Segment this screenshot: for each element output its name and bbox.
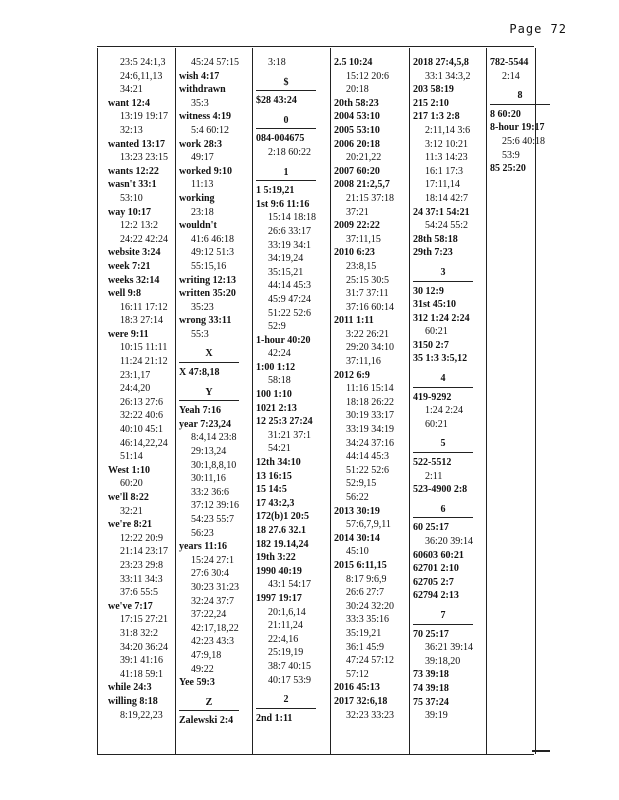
index-term: 75 37:24 [413,696,449,708]
index-reference: 5:4 60:12 [191,124,230,136]
index-reference: 29:13,24 [191,446,227,458]
index-reference: 41:6 46:18 [191,233,235,245]
index-reference: 2:14 [502,70,520,82]
index-term: 8-hour 19:17 [490,122,545,134]
index-reference: 30:24 32:20 [346,600,395,612]
index-reference: 29:20 34:10 [346,342,395,354]
index-reference: 58:18 [268,375,291,387]
index-term: $28 43:24 [256,95,297,107]
index-reference: 3:12 10:21 [425,138,469,150]
section-letter: 4 [413,372,473,388]
index-term: 70 25:17 [413,628,449,640]
index-reference: 34:19,24 [268,253,304,265]
index-reference: 23:23 29:8 [120,559,164,571]
index-term: 8 60:20 [490,108,521,120]
index-reference: 1:24 2:24 [425,405,464,417]
index-term: 2017 32:6,18 [334,695,388,707]
index-term: Zalewski 2:4 [179,715,234,727]
index-term: 203 58:19 [413,84,454,96]
index-reference: 40:17 53:9 [268,674,312,686]
index-reference: 49:17 [191,152,214,164]
section-letter: X [179,347,239,363]
index-reference: 60:21 [425,418,448,430]
index-reference: 31:21 37:1 [268,429,312,441]
index-column-2 [179,56,239,728]
index-term: we're 8:21 [108,519,152,531]
index-term: 62701 2:10 [413,563,459,575]
index-reference: 39:1 41:16 [120,655,164,667]
index-term: Yee 59:3 [179,677,215,689]
page-number: Page 72 [509,22,567,36]
index-reference: 32:13 [120,124,143,136]
index-term: 2013 30:19 [334,505,380,517]
index-reference: 16:1 17:3 [425,165,464,177]
bottom-rule [97,754,534,755]
index-reference: 23:18 [191,206,214,218]
index-term: well 9:8 [108,288,142,300]
index-reference: 52:9 [268,321,286,333]
index-reference: 39:19 [425,710,448,722]
index-reference: 37:11,15 [346,233,381,245]
index-reference: 56:22 [346,492,369,503]
index-reference: 34:24 37:16 [346,437,395,449]
index-term: 73 39:18 [413,669,449,681]
index-term: 1st 9:6 11:16 [256,198,310,210]
index-term: 12 25:3 27:24 [256,416,313,428]
index-reference: 34:20 36:24 [120,641,169,653]
index-reference: 12:22 20:9 [120,532,164,544]
index-reference: 3:18 [268,57,286,68]
index-reference: 15:24 27:1 [191,554,235,566]
index-column-6 [490,56,550,176]
index-column-1 [108,56,168,722]
index-reference: 35:15,21 [268,266,304,278]
index-term: wish 4:17 [179,70,220,82]
index-reference: 15:12 20:6 [346,70,390,82]
index-reference: 30:19 33:17 [346,410,395,422]
index-reference: 8:4,14 23:8 [191,432,237,444]
index-term: way 10:17 [108,206,152,218]
index-reference: 18:18 26:22 [346,396,395,408]
index-reference: 32:24 37:7 [191,595,235,607]
index-reference: 22:4,16 [268,633,299,645]
index-term: 312 1:24 2:24 [413,312,470,324]
index-reference: 51:22 52:6 [268,307,312,319]
index-term: work 28:3 [179,138,223,150]
index-reference: 51:14 [120,451,143,463]
index-reference: 2:11,14 3:6 [425,124,471,136]
index-reference: 27:6 30:4 [191,568,230,580]
corner-mark [532,750,550,752]
index-reference: 34:21 [120,84,143,96]
index-reference: 31:7 37:11 [346,288,389,300]
index-reference: 42:23 43:3 [191,636,235,648]
index-reference: 20:21,22 [346,152,382,164]
index-term: 523-4900 2:8 [413,484,468,496]
index-reference: 38:7 40:15 [268,660,312,672]
index-term: 62705 2:7 [413,576,454,588]
index-term: 782-5544 [490,57,529,68]
index-term: 2nd 1:11 [256,712,293,724]
index-term: 19th 3:22 [256,552,296,564]
word-index-table [97,48,546,754]
index-reference: 47:24 57:12 [346,655,395,667]
index-term: wasn't 33:1 [108,179,157,191]
index-reference: 30:1,8,8,10 [191,459,237,471]
index-reference: 32:21 [120,505,143,517]
index-reference: 30:11,16 [191,473,226,485]
index-column-5 [413,56,473,723]
index-reference: 43:1 54:17 [268,579,312,591]
index-term: 1990 40:19 [256,565,302,577]
index-reference: 55:3 [191,328,209,340]
index-reference: 53:9 [502,149,520,161]
index-term: 100 1:10 [256,389,292,401]
index-term: website 3:24 [108,247,161,259]
index-term: 35 1:3 3:5,12 [413,353,468,365]
index-reference: 55:15,16 [191,260,227,272]
index-reference: 24:6,11,13 [120,70,163,82]
index-term: 084-004675 [256,133,305,145]
index-reference: 32:23 33:23 [346,709,395,721]
index-term: working [179,192,215,204]
index-reference: 8:19,22,23 [120,709,163,721]
index-term: 62794 2:13 [413,590,459,602]
section-letter: 1 [256,166,316,182]
section-letter: 7 [413,609,473,625]
index-term: 30 12:9 [413,285,444,297]
index-reference: 42:17,18,22 [191,622,239,634]
index-term: 215 2:10 [413,97,449,109]
index-reference: 20:1,6,14 [268,606,306,618]
index-term: 2016 45:13 [334,682,380,694]
index-term: 17 43:2,3 [256,497,295,509]
index-reference: 25:19,19 [268,647,304,659]
index-term: 74 39:18 [413,682,449,694]
index-reference: 33:3 35:16 [346,614,390,626]
index-term: we'll 8:22 [108,492,149,503]
section-letter: $ [256,76,316,92]
index-term: 1 5:19,21 [256,185,295,197]
index-term: witness 4:19 [179,111,231,123]
index-term: year 7:23,24 [179,418,232,430]
index-term: week 7:21 [108,260,151,272]
index-term: 2006 20:18 [334,138,380,150]
index-reference: 42:24 [268,348,291,360]
section-letter: 5 [413,437,473,453]
index-reference: 37:22,24 [191,609,227,621]
index-term: while 24:3 [108,682,152,694]
index-reference: 2:18 60:22 [268,146,312,158]
index-term: 13 16:15 [256,470,292,482]
index-reference: 11:13 [191,179,214,191]
index-term: 31st 45:10 [413,299,457,311]
index-term: 1-hour 40:20 [256,334,311,346]
index-term: 2008 21:2,5,7 [334,179,390,191]
index-term: wants 12:22 [108,165,159,177]
index-reference: 54:21 [268,443,291,455]
index-reference: 23:1,17 [120,369,151,381]
index-reference: 49:12 51:3 [191,247,235,259]
index-reference: 8:17 9:6,9 [346,573,387,585]
index-reference: 36:1 45:9 [346,641,385,653]
index-term: 182 19.14,24 [256,538,309,550]
index-term: 2010 6:23 [334,247,375,259]
index-reference: 10:15 11:11 [120,342,168,354]
index-reference: 17:11,14 [425,179,460,191]
section-letter: Z [179,696,239,712]
index-term: we've 7:17 [108,600,153,612]
index-reference: 37:21 [346,206,369,218]
index-reference: 2:11 [425,470,443,482]
index-term: willing 8:18 [108,695,158,707]
section-letter: 0 [256,114,316,130]
index-term: 2012 6:9 [334,369,370,381]
index-reference: 18:3 27:14 [120,315,164,327]
index-reference: 35:19,21 [346,627,382,639]
index-term: 2004 53:10 [334,111,380,123]
index-term: 60603 60:21 [413,549,464,561]
index-reference: 51:22 52:6 [346,464,390,476]
column-divider [409,48,410,754]
index-term: wanted 13:17 [108,138,165,150]
index-reference: 33:1 34:3,2 [425,70,471,82]
index-reference: 15:14 18:18 [268,212,317,224]
index-reference: 44:14 45:3 [346,451,390,463]
index-term: 1:00 1:12 [256,361,296,373]
index-reference: 56:23 [191,527,214,539]
index-reference: 17:15 27:21 [120,614,169,626]
index-reference: 45:24 57:15 [191,57,240,68]
index-term: 29th 7:23 [413,247,453,259]
index-term: weeks 32:14 [108,274,160,286]
index-term: 217 1:3 2:8 [413,111,460,123]
index-term: West 1:10 [108,464,150,476]
index-reference: 25:6 40:18 [502,135,546,147]
index-reference: 35:23 [191,301,214,313]
index-reference: 54:23 55:7 [191,514,235,525]
index-term: want 12:4 [108,97,150,109]
index-reference: 33:19 34:1 [268,239,312,251]
index-reference: 33:2 36:6 [191,486,230,498]
index-reference: 21:15 37:18 [346,192,395,204]
index-term: 1997 19:17 [256,592,302,604]
index-term: written 35:20 [179,288,236,300]
index-term: 2018 27:4,5,8 [413,57,469,68]
index-term: 419-9292 [413,391,452,403]
index-term: withdrawn [179,84,226,96]
index-reference: 41:18 59:1 [120,668,164,680]
index-reference: 35:3 [191,97,209,109]
index-reference: 60:21 [425,326,448,338]
index-reference: 54:24 55:2 [425,220,469,232]
index-reference: 30:23 31:23 [191,581,240,593]
index-term: 522-5512 [413,457,452,469]
index-term: 2015 6:11,15 [334,559,387,571]
index-reference: 53:10 [120,192,143,204]
top-rule [97,46,534,47]
index-reference: 45:10 [346,546,369,558]
index-column-3 [256,56,316,725]
index-term: 2014 30:14 [334,532,380,544]
index-reference: 16:11 17:12 [120,301,168,313]
index-term: 12th 34:10 [256,457,301,469]
index-reference: 37:16 60:14 [346,301,395,313]
index-reference: 3:22 26:21 [346,328,390,340]
index-term: 60 25:17 [413,522,449,534]
index-column-4 [334,56,394,722]
index-reference: 11:24 21:12 [120,356,168,368]
index-reference: 26:13 27:6 [120,396,164,408]
index-reference: 21:11,24 [268,620,303,632]
index-reference: 26:6 33:17 [268,225,312,237]
section-letter: 3 [413,266,473,282]
index-reference: 26:6 27:7 [346,587,385,599]
index-reference: 57:6,7,9,11 [346,519,391,531]
section-letter: 2 [256,693,316,709]
index-term: 2009 22:22 [334,220,380,232]
index-term: 2.5 10:24 [334,57,373,68]
index-term: 20th 58:23 [334,97,379,109]
column-divider [252,48,253,754]
index-reference: 49:22 [191,663,214,675]
index-reference: 45:9 47:24 [268,293,312,305]
index-reference: 25:15 30:5 [346,274,390,286]
index-reference: 24:4,20 [120,383,151,395]
index-term: wouldn't [179,220,217,232]
column-divider [330,48,331,754]
index-term: X 47:8,18 [179,367,220,379]
column-divider [486,48,487,754]
index-term: worked 9:10 [179,165,233,177]
index-reference: 32:22 40:6 [120,410,164,422]
index-reference: 24:22 42:24 [120,233,169,245]
index-term: 28th 58:18 [413,233,458,245]
index-reference: 37:11,16 [346,356,381,368]
index-term: Yeah 7:16 [179,405,221,417]
column-divider [175,48,176,754]
index-reference: 40:10 45:1 [120,424,164,436]
index-reference: 57:12 [346,668,369,680]
index-reference: 33:19 34:19 [346,424,395,436]
index-term: 172(b)1 20:5 [256,511,310,523]
section-letter: 8 [490,89,550,105]
index-reference: 39:18,20 [425,655,461,667]
index-term: years 11:16 [179,541,228,553]
index-reference: 23:8,15 [346,260,377,272]
index-reference: 36:21 39:14 [425,642,474,654]
index-reference: 31:8 32:2 [120,627,159,639]
index-term: 18 27.6 32.1 [256,525,306,536]
index-reference: 36:20 39:14 [425,536,474,547]
index-reference: 37:12 39:16 [191,500,240,512]
index-term: were 9:11 [108,328,149,340]
index-reference: 13:23 23:15 [120,152,169,164]
index-reference: 20:18 [346,84,369,96]
index-term: 2007 60:20 [334,165,380,177]
index-reference: 52:9,15 [346,478,377,490]
section-letter: 6 [413,503,473,519]
index-reference: 12:2 13:2 [120,220,159,232]
index-reference: 21:14 23:17 [120,546,169,558]
index-reference: 13:19 19:17 [120,111,169,123]
index-reference: 47:9,18 [191,649,222,661]
index-reference: 33:11 34:3 [120,573,163,585]
index-reference: 46:14,22,24 [120,437,168,449]
index-term: 85 25:20 [490,163,526,175]
index-term: writing 12:13 [179,274,236,286]
index-reference: 60:20 [120,478,143,490]
index-reference: 23:5 24:1,3 [120,57,166,68]
index-term: 2011 1:11 [334,315,374,327]
index-term: 2005 53:10 [334,124,380,136]
index-term: 15 14:5 [256,484,287,496]
index-reference: 11:3 14:23 [425,152,468,164]
index-term: 1021 2:13 [256,402,297,414]
section-letter: Y [179,386,239,402]
index-reference: 37:6 55:5 [120,587,159,599]
index-reference: 11:16 15:14 [346,383,394,395]
index-reference: 18:14 42:7 [425,192,469,204]
index-term: wrong 33:11 [179,315,232,327]
index-term: 24 37:1 54:21 [413,206,470,218]
index-term: 3150 2:7 [413,339,449,351]
index-reference: 44:14 45:3 [268,280,312,292]
